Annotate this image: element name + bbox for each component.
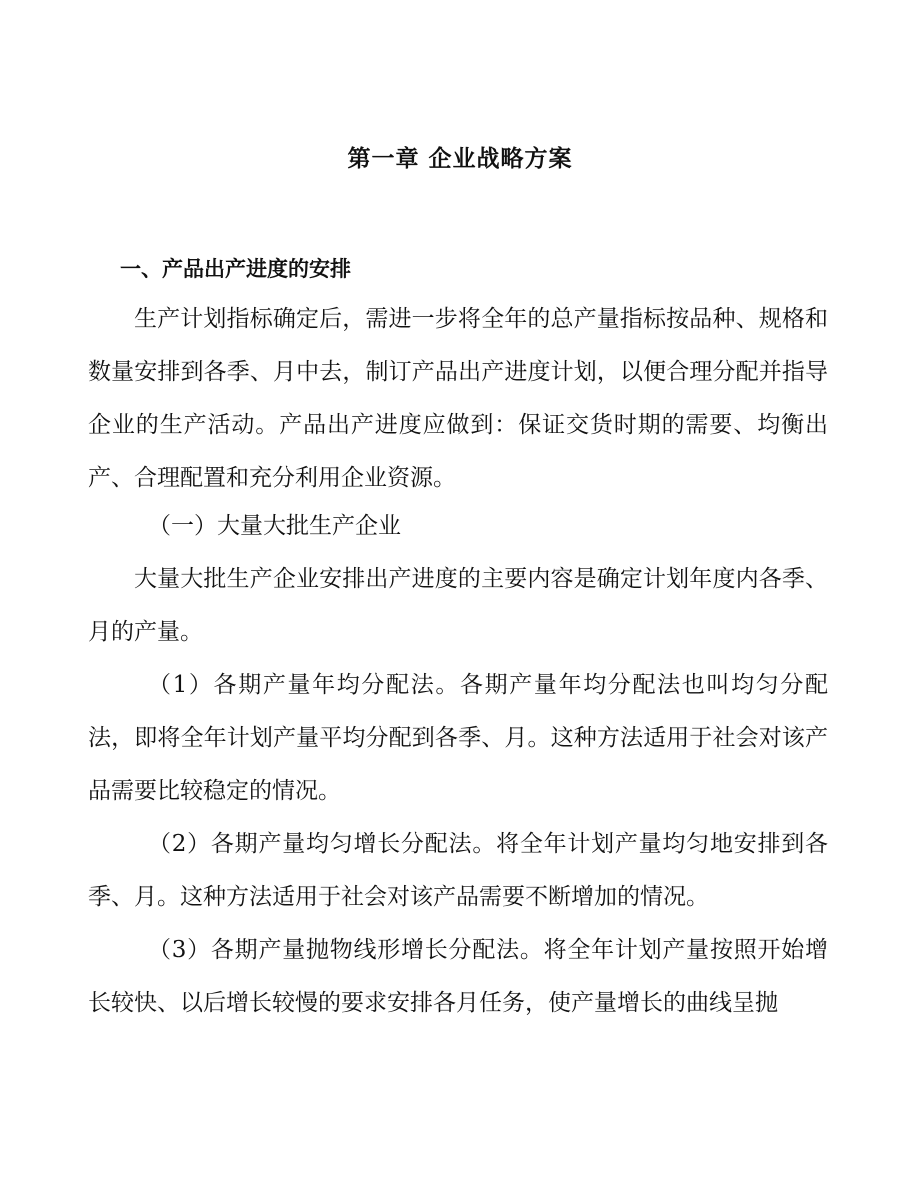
paragraph-method-2: （2）各期产量均匀增长分配法。将全年计划产量均匀地安排到各季、月。这种方法适用于社会对该产品需要不断增加的情况。 (88, 831, 828, 910)
section-heading: 一、产品出产进度的安排 (120, 256, 351, 281)
paragraph-method-3: （3）各期产量抛物线形增长分配法。将全年计划产量按照开始增长较快、以后增长较慢的要求安排各月任务，使产量增长的曲线呈抛 (88, 937, 828, 1016)
chapter-title: 第一章 企业战略方案 (347, 145, 573, 172)
subheading-mass-production: （一）大量大批生产企业 (148, 513, 401, 539)
paragraph-intro: 生产计划指标确定后，需进一步将全年的总产量指标按品种、规格和数量安排到各季、月中去，制订产品出产进度计划，以便合理分配并指导企业的生产活动。产品出产进度应做到：保证交货时期的需要、均衡出产、合理配置和充分利用企业资源。 (88, 306, 828, 491)
paragraph-mass-production: 大量大批生产企业安排出产进度的主要内容是确定计划年度内各季、月的产量。 (88, 566, 828, 645)
paragraph-method-1: （1）各期产量年均分配法。各期产量年均分配法也叫均匀分配法，即将全年计划产量平均分配到各季、月。这种方法适用于社会对该产品需要比较稳定的情况。 (88, 672, 828, 804)
